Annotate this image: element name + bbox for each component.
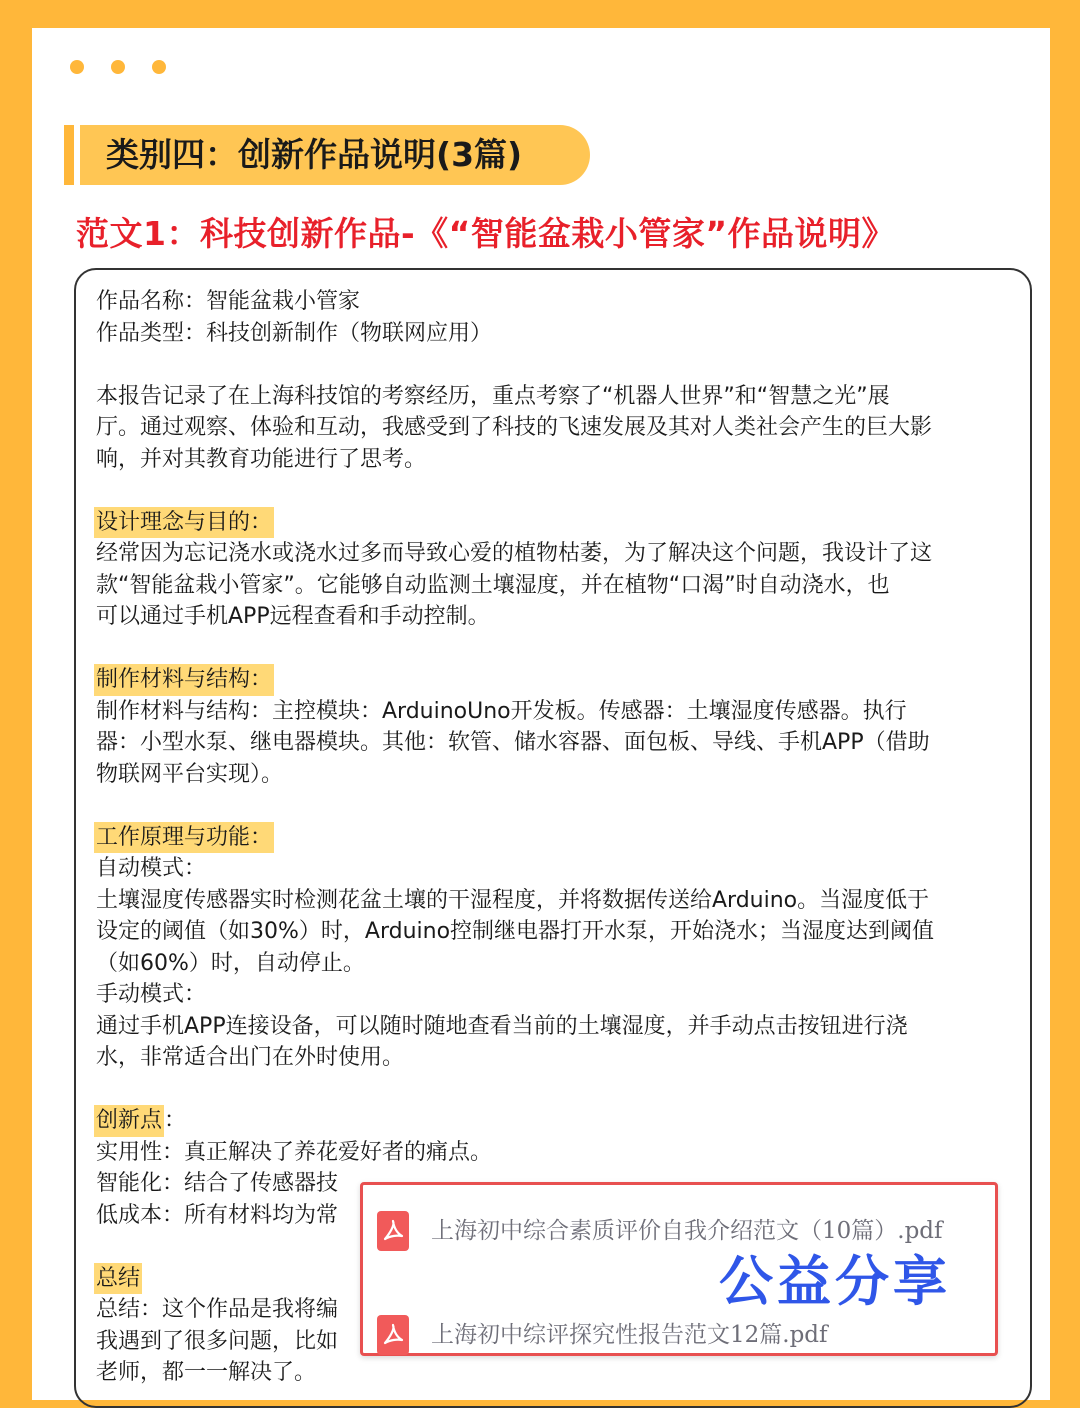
design-line: 经常因为忘记浇水或浇水过多而导致心爱的植物枯萎，为了解决这个问题，我设计了这 — [96, 541, 933, 566]
pdf-icon — [377, 1211, 409, 1251]
principle-heading: 工作原理与功能： — [94, 822, 274, 854]
materials-line: 物联网平台实现）。 — [96, 761, 284, 787]
category-accent-bar — [64, 125, 74, 185]
dot-icon — [111, 60, 125, 74]
work-type: 作品类型：科技创新制作（物联网应用） — [96, 320, 493, 346]
design-line: 款“智能盆栽小管家”。它能够自动监测土壤湿度，并在植物“口渴”时自动浇水，也 — [96, 572, 890, 598]
summary-line: 老师，都一一解决了。 — [96, 1360, 317, 1385]
work-name: 作品名称：智能盆栽小管家 — [96, 289, 361, 314]
share-label: 公益分享 — [719, 1250, 951, 1313]
auto-mode-line: 设定的阈值（如30%）时，Arduino控制继电器打开水泵，开始浇水；当湿度达到阈值 — [96, 919, 935, 944]
summary-line: 总结：这个作品是我将编 — [96, 1297, 339, 1322]
manual-mode-line: 通过手机APP连接设备，可以随时随地查看当前的土壤湿度，并手动点击按钮进行浇 — [96, 1013, 908, 1039]
dot-icon — [152, 60, 166, 74]
manual-mode-label: 手动模式： — [96, 982, 207, 1007]
auto-mode-label: 自动模式： — [96, 856, 207, 881]
essay-title: 范文1：科技创新作品-《“智能盆栽小管家”作品说明》 — [76, 214, 896, 253]
materials-heading: 制作材料与结构： — [94, 664, 274, 696]
category-label: 类别四：创新作品说明(3篇) — [80, 125, 590, 185]
auto-mode-line: （如60%）时，自动停止。 — [96, 950, 365, 976]
materials-line: 制作材料与结构：主控模块：ArduinoUno开发板。传感器：土壤湿度传感器。执行 — [96, 698, 907, 724]
summary-line: 我遇到了很多问题，比如 — [96, 1328, 339, 1354]
innovation-line: 实用性：真正解决了养花爱好者的痛点。 — [96, 1139, 493, 1165]
file-name: 上海初中综评探究性报告范文12篇.pdf — [431, 1322, 828, 1348]
innovation-heading: 创新点 — [94, 1105, 164, 1137]
materials-line: 器：小型水泵、继电器模块。其他：软管、储水容器、面包板、导线、手机APP（借助 — [96, 730, 930, 755]
dot-icon — [70, 60, 84, 74]
file-name: 上海初中综合素质评价自我介绍范文（10篇）.pdf — [431, 1218, 943, 1244]
manual-mode-line: 水，非常适合出门在外时使用。 — [96, 1045, 405, 1070]
design-line: 可以通过手机APP远程查看和手动控制。 — [96, 604, 490, 629]
innovation-colon: ： — [164, 1108, 187, 1133]
file-share-overlay — [360, 1182, 998, 1356]
innovation-line: 低成本：所有材料均为常 — [96, 1202, 339, 1228]
pdf-icon — [377, 1315, 409, 1355]
summary-heading: 总结 — [94, 1263, 142, 1295]
design-heading: 设计理念与目的： — [94, 507, 274, 539]
intro-line: 厅。通过观察、体验和互动，我感受到了科技的飞速发展及其对人类社会产生的巨大影 — [96, 415, 933, 440]
auto-mode-line: 土壤湿度传感器实时检测花盆土壤的干湿程度，并将数据传送给Arduino。当湿度低于 — [96, 887, 930, 913]
intro-line: 本报告记录了在上海科技馆的考察经历，重点考察了“机器人世界”和“智慧之光”展 — [96, 383, 890, 409]
intro-line: 响，并对其教育功能进行了思考。 — [96, 446, 427, 472]
innovation-line: 智能化：结合了传感器技 — [96, 1171, 339, 1196]
